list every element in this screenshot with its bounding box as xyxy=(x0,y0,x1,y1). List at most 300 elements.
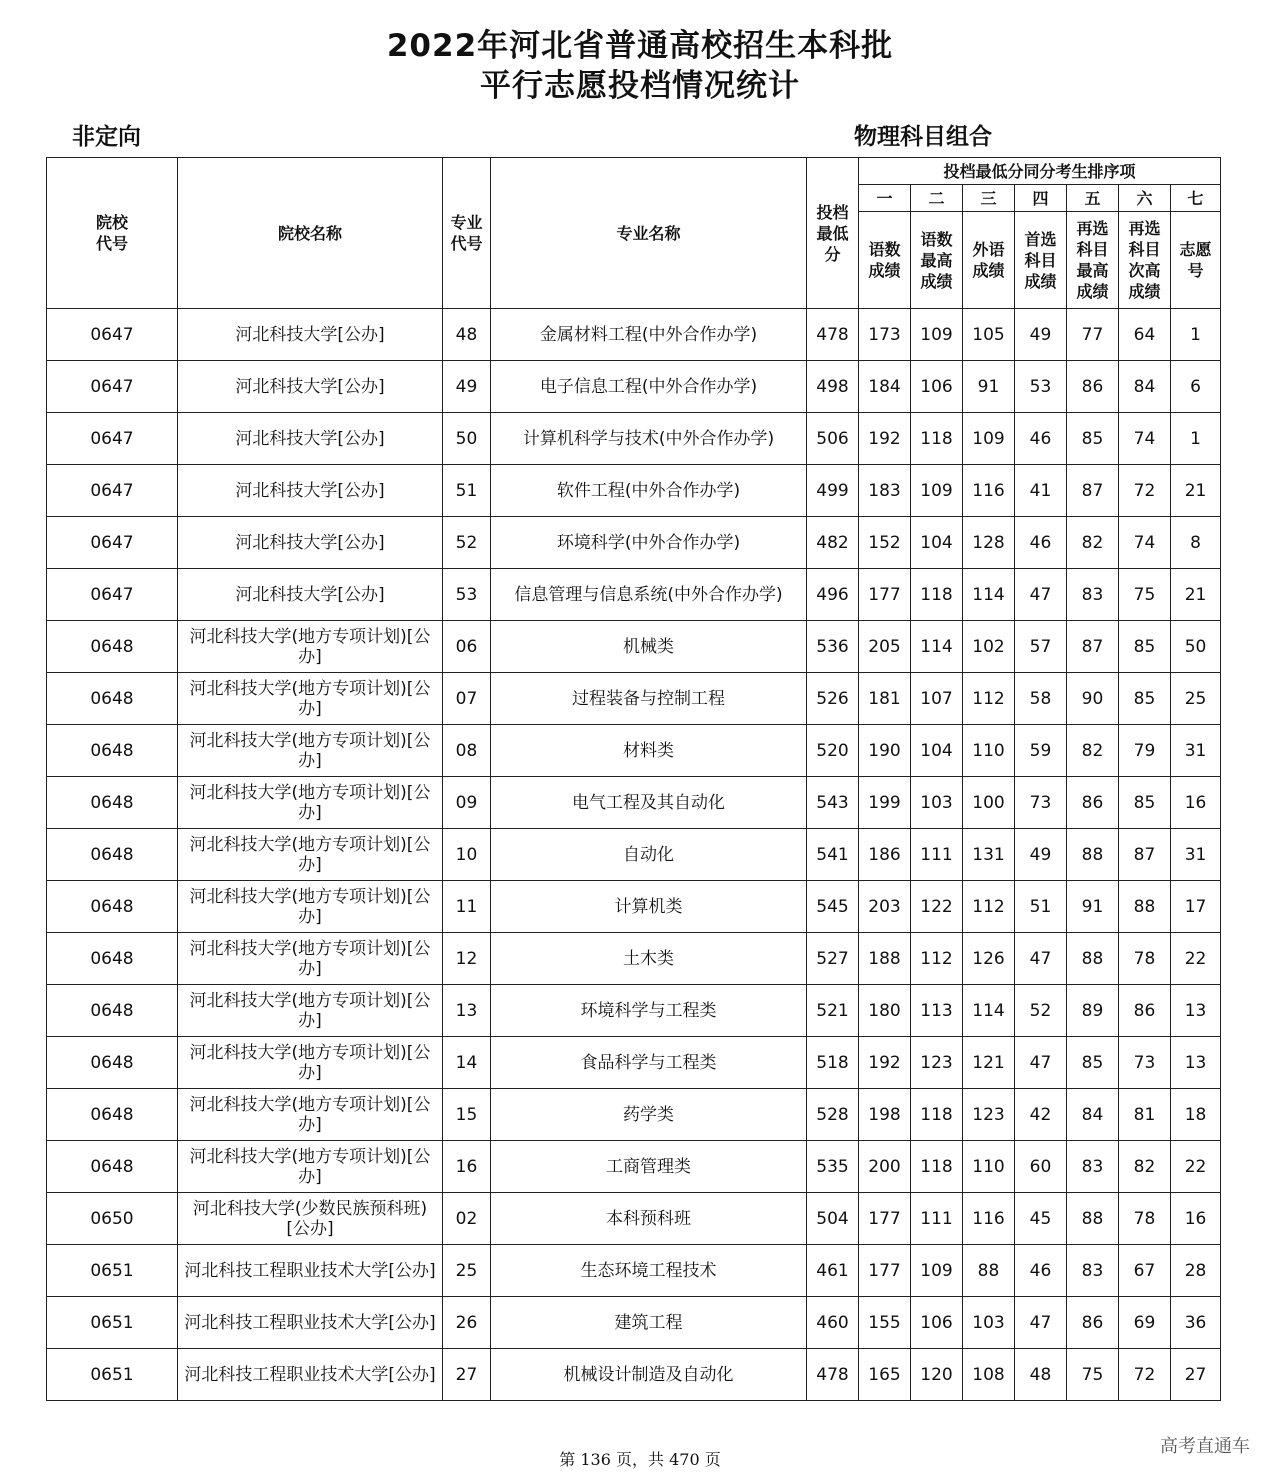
cell-reselect-max: 84 xyxy=(1067,1089,1119,1141)
table-row xyxy=(47,361,1221,413)
cell-foreign: 105 xyxy=(963,309,1015,361)
table-body xyxy=(47,309,1221,1401)
cell-foreign: 109 xyxy=(963,413,1015,465)
table-row xyxy=(47,1349,1221,1401)
cell-min-score: 528 xyxy=(807,1089,859,1141)
table-row xyxy=(47,517,1221,569)
cell-min-score: 543 xyxy=(807,777,859,829)
cell-yushu-max: 109 xyxy=(911,309,963,361)
cell-major-code: 48 xyxy=(443,309,491,361)
cell-yushu-max: 118 xyxy=(911,1141,963,1193)
cell-school-name: 河北科技大学[公办] xyxy=(178,361,443,413)
header-tiebreak-5: 再选科目最高成绩 xyxy=(1067,212,1119,309)
cell-major-code: 15 xyxy=(443,1089,491,1141)
cell-foreign: 110 xyxy=(963,725,1015,777)
cell-first-subject: 47 xyxy=(1015,933,1067,985)
cell-reselect-max: 88 xyxy=(1067,933,1119,985)
cell-preference-no: 31 xyxy=(1171,829,1221,881)
cell-min-score: 478 xyxy=(807,1349,859,1401)
cell-school-code: 0648 xyxy=(47,621,178,673)
header-min-score: 投档最低分 xyxy=(807,158,859,309)
cell-yushu-max: 111 xyxy=(911,1193,963,1245)
cell-reselect-max: 83 xyxy=(1067,1141,1119,1193)
cell-preference-no: 36 xyxy=(1171,1297,1221,1349)
cell-school-name: 河北科技大学(地方专项计划)[公办] xyxy=(178,777,443,829)
cell-yushu: 183 xyxy=(859,465,911,517)
cell-preference-no: 16 xyxy=(1171,777,1221,829)
cell-reselect-second: 72 xyxy=(1119,465,1171,517)
header-order-3: 三 xyxy=(963,185,1015,212)
cell-school-code: 0647 xyxy=(47,309,178,361)
cell-first-subject: 59 xyxy=(1015,725,1067,777)
cell-min-score: 536 xyxy=(807,621,859,673)
cell-min-score: 526 xyxy=(807,673,859,725)
cell-first-subject: 42 xyxy=(1015,1089,1067,1141)
cell-school-name: 河北科技大学[公办] xyxy=(178,517,443,569)
header-order-6: 六 xyxy=(1119,185,1171,212)
cell-first-subject: 49 xyxy=(1015,829,1067,881)
cell-major-name: 建筑工程 xyxy=(491,1297,807,1349)
cell-first-subject: 47 xyxy=(1015,569,1067,621)
cell-major-name: 软件工程(中外合作办学) xyxy=(491,465,807,517)
cell-school-code: 0648 xyxy=(47,985,178,1037)
cell-preference-no: 16 xyxy=(1171,1193,1221,1245)
table-row xyxy=(47,1037,1221,1089)
cell-major-name: 食品科学与工程类 xyxy=(491,1037,807,1089)
cell-reselect-max: 87 xyxy=(1067,465,1119,517)
cell-school-code: 0648 xyxy=(47,1089,178,1141)
cell-preference-no: 22 xyxy=(1171,1141,1221,1193)
cell-foreign: 110 xyxy=(963,1141,1015,1193)
cell-major-code: 06 xyxy=(443,621,491,673)
cell-yushu: 192 xyxy=(859,413,911,465)
cell-foreign: 102 xyxy=(963,621,1015,673)
cell-major-code: 53 xyxy=(443,569,491,621)
cell-school-code: 0647 xyxy=(47,569,178,621)
cell-reselect-max: 87 xyxy=(1067,621,1119,673)
cell-major-name: 电气工程及其自动化 xyxy=(491,777,807,829)
page-title-line-2: 平行志愿投档情况统计 xyxy=(480,68,800,104)
cell-major-code: 12 xyxy=(443,933,491,985)
header-tiebreak-group: 投档最低分同分考生排序项 xyxy=(859,158,1221,185)
cell-major-name: 材料类 xyxy=(491,725,807,777)
cell-school-code: 0650 xyxy=(47,1193,178,1245)
cell-foreign: 88 xyxy=(963,1245,1015,1297)
cell-reselect-second: 72 xyxy=(1119,1349,1171,1401)
cell-school-name: 河北科技大学(地方专项计划)[公办] xyxy=(178,673,443,725)
cell-school-name: 河北科技大学(地方专项计划)[公办] xyxy=(178,1037,443,1089)
cell-reselect-max: 85 xyxy=(1067,1037,1119,1089)
cell-preference-no: 50 xyxy=(1171,621,1221,673)
cell-min-score: 521 xyxy=(807,985,859,1037)
cell-major-name: 药学类 xyxy=(491,1089,807,1141)
cell-yushu: 184 xyxy=(859,361,911,413)
cell-min-score: 545 xyxy=(807,881,859,933)
cell-major-name: 机械设计制造及自动化 xyxy=(491,1349,807,1401)
table-row xyxy=(47,985,1221,1037)
cell-yushu: 173 xyxy=(859,309,911,361)
cell-foreign: 100 xyxy=(963,777,1015,829)
cell-school-name: 河北科技大学[公办] xyxy=(178,309,443,361)
cell-yushu-max: 106 xyxy=(911,361,963,413)
cell-school-code: 0648 xyxy=(47,829,178,881)
cell-yushu: 152 xyxy=(859,517,911,569)
cell-preference-no: 6 xyxy=(1171,361,1221,413)
cell-yushu: 177 xyxy=(859,569,911,621)
cell-major-code: 25 xyxy=(443,1245,491,1297)
cell-min-score: 478 xyxy=(807,309,859,361)
cell-first-subject: 53 xyxy=(1015,361,1067,413)
cell-reselect-second: 75 xyxy=(1119,569,1171,621)
cell-major-name: 工商管理类 xyxy=(491,1141,807,1193)
cell-yushu: 177 xyxy=(859,1193,911,1245)
cell-reselect-second: 64 xyxy=(1119,309,1171,361)
cell-school-code: 0647 xyxy=(47,413,178,465)
cell-first-subject: 45 xyxy=(1015,1193,1067,1245)
cell-reselect-max: 83 xyxy=(1067,1245,1119,1297)
cell-foreign: 131 xyxy=(963,829,1015,881)
cell-min-score: 461 xyxy=(807,1245,859,1297)
cell-reselect-second: 85 xyxy=(1119,673,1171,725)
cell-yushu: 155 xyxy=(859,1297,911,1349)
cell-major-code: 16 xyxy=(443,1141,491,1193)
cell-major-name: 环境科学(中外合作办学) xyxy=(491,517,807,569)
header-school-code: 院校代号 xyxy=(47,158,178,309)
cell-school-code: 0651 xyxy=(47,1245,178,1297)
cell-school-name: 河北科技大学(地方专项计划)[公办] xyxy=(178,1141,443,1193)
cell-preference-no: 21 xyxy=(1171,569,1221,621)
cell-first-subject: 46 xyxy=(1015,517,1067,569)
cell-major-code: 27 xyxy=(443,1349,491,1401)
cell-school-code: 0651 xyxy=(47,1349,178,1401)
header-order-2: 二 xyxy=(911,185,963,212)
cell-major-name: 自动化 xyxy=(491,829,807,881)
cell-reselect-second: 78 xyxy=(1119,933,1171,985)
cell-school-code: 0648 xyxy=(47,777,178,829)
table-row xyxy=(47,1193,1221,1245)
cell-first-subject: 57 xyxy=(1015,621,1067,673)
cell-major-name: 本科预科班 xyxy=(491,1193,807,1245)
cell-foreign: 91 xyxy=(963,361,1015,413)
cell-major-name: 土木类 xyxy=(491,933,807,985)
cell-reselect-second: 87 xyxy=(1119,829,1171,881)
cell-min-score: 518 xyxy=(807,1037,859,1089)
cell-school-name: 河北科技工程职业技术大学[公办] xyxy=(178,1245,443,1297)
table-row xyxy=(47,465,1221,517)
cell-major-name: 金属材料工程(中外合作办学) xyxy=(491,309,807,361)
page-footer: 第 136 页，共 470 页 xyxy=(559,1450,721,1469)
cell-reselect-second: 69 xyxy=(1119,1297,1171,1349)
cell-yushu-max: 118 xyxy=(911,569,963,621)
cell-reselect-max: 85 xyxy=(1067,413,1119,465)
header-tiebreak-6: 再选科目次高成绩 xyxy=(1119,212,1171,309)
cell-school-code: 0648 xyxy=(47,881,178,933)
table-row xyxy=(47,569,1221,621)
cell-first-subject: 49 xyxy=(1015,309,1067,361)
cell-min-score: 498 xyxy=(807,361,859,413)
header-tiebreak-3: 外语成绩 xyxy=(963,212,1015,309)
cell-major-name: 环境科学与工程类 xyxy=(491,985,807,1037)
cell-reselect-max: 75 xyxy=(1067,1349,1119,1401)
cell-preference-no: 17 xyxy=(1171,881,1221,933)
header-major-name: 专业名称 xyxy=(491,158,807,309)
cell-reselect-second: 82 xyxy=(1119,1141,1171,1193)
table-row xyxy=(47,777,1221,829)
admission-table xyxy=(46,157,1221,1401)
cell-yushu-max: 112 xyxy=(911,933,963,985)
cell-major-code: 09 xyxy=(443,777,491,829)
cell-first-subject: 47 xyxy=(1015,1297,1067,1349)
cell-school-code: 0648 xyxy=(47,1037,178,1089)
cell-preference-no: 8 xyxy=(1171,517,1221,569)
table-row xyxy=(47,1297,1221,1349)
cell-yushu-max: 106 xyxy=(911,1297,963,1349)
cell-min-score: 496 xyxy=(807,569,859,621)
cell-yushu: 198 xyxy=(859,1089,911,1141)
cell-major-code: 52 xyxy=(443,517,491,569)
cell-first-subject: 60 xyxy=(1015,1141,1067,1193)
cell-yushu-max: 123 xyxy=(911,1037,963,1089)
header-tiebreak-7: 志愿号 xyxy=(1171,212,1221,309)
cell-school-code: 0648 xyxy=(47,933,178,985)
cell-yushu-max: 118 xyxy=(911,1089,963,1141)
watermark: 高考直通车 xyxy=(1160,1436,1250,1457)
cell-school-name: 河北科技大学[公办] xyxy=(178,413,443,465)
cell-min-score: 460 xyxy=(807,1297,859,1349)
cell-reselect-max: 88 xyxy=(1067,829,1119,881)
cell-major-name: 生态环境工程技术 xyxy=(491,1245,807,1297)
cell-yushu: 180 xyxy=(859,985,911,1037)
cell-foreign: 128 xyxy=(963,517,1015,569)
cell-yushu: 186 xyxy=(859,829,911,881)
table-header xyxy=(47,158,1221,309)
cell-yushu-max: 103 xyxy=(911,777,963,829)
cell-major-code: 11 xyxy=(443,881,491,933)
header-school-name: 院校名称 xyxy=(178,158,443,309)
header-tiebreak-2: 语数最高成绩 xyxy=(911,212,963,309)
cell-school-name: 河北科技大学[公办] xyxy=(178,569,443,621)
cell-reselect-max: 90 xyxy=(1067,673,1119,725)
cell-yushu: 190 xyxy=(859,725,911,777)
cell-school-name: 河北科技大学(地方专项计划)[公办] xyxy=(178,933,443,985)
cell-foreign: 112 xyxy=(963,881,1015,933)
cell-preference-no: 1 xyxy=(1171,413,1221,465)
cell-yushu-max: 122 xyxy=(911,881,963,933)
cell-first-subject: 52 xyxy=(1015,985,1067,1037)
cell-yushu-max: 109 xyxy=(911,465,963,517)
cell-major-name: 计算机科学与技术(中外合作办学) xyxy=(491,413,807,465)
cell-yushu-max: 104 xyxy=(911,517,963,569)
cell-yushu: 165 xyxy=(859,1349,911,1401)
cell-reselect-second: 74 xyxy=(1119,517,1171,569)
table-row xyxy=(47,933,1221,985)
cell-preference-no: 13 xyxy=(1171,985,1221,1037)
cell-preference-no: 18 xyxy=(1171,1089,1221,1141)
cell-yushu: 200 xyxy=(859,1141,911,1193)
cell-foreign: 123 xyxy=(963,1089,1015,1141)
cell-school-name: 河北科技大学(地方专项计划)[公办] xyxy=(178,621,443,673)
cell-yushu-max: 118 xyxy=(911,413,963,465)
cell-reselect-second: 85 xyxy=(1119,777,1171,829)
cell-school-name: 河北科技工程职业技术大学[公办] xyxy=(178,1297,443,1349)
cell-school-name: 河北科技大学(地方专项计划)[公办] xyxy=(178,881,443,933)
table-row xyxy=(47,621,1221,673)
cell-reselect-second: 74 xyxy=(1119,413,1171,465)
cell-major-code: 10 xyxy=(443,829,491,881)
cell-preference-no: 25 xyxy=(1171,673,1221,725)
cell-foreign: 116 xyxy=(963,1193,1015,1245)
cell-school-name: 河北科技大学(地方专项计划)[公办] xyxy=(178,725,443,777)
cell-school-code: 0647 xyxy=(47,517,178,569)
cell-major-code: 13 xyxy=(443,985,491,1037)
cell-reselect-second: 81 xyxy=(1119,1089,1171,1141)
cell-min-score: 535 xyxy=(807,1141,859,1193)
cell-preference-no: 28 xyxy=(1171,1245,1221,1297)
cell-preference-no: 21 xyxy=(1171,465,1221,517)
cell-reselect-max: 82 xyxy=(1067,517,1119,569)
cell-major-name: 计算机类 xyxy=(491,881,807,933)
cell-school-name: 河北科技工程职业技术大学[公办] xyxy=(178,1349,443,1401)
cell-preference-no: 31 xyxy=(1171,725,1221,777)
cell-reselect-second: 84 xyxy=(1119,361,1171,413)
cell-first-subject: 41 xyxy=(1015,465,1067,517)
cell-min-score: 520 xyxy=(807,725,859,777)
table-row xyxy=(47,881,1221,933)
cell-major-name: 信息管理与信息系统(中外合作办学) xyxy=(491,569,807,621)
table-row xyxy=(47,309,1221,361)
cell-yushu-max: 120 xyxy=(911,1349,963,1401)
cell-min-score: 527 xyxy=(807,933,859,985)
cell-yushu-max: 107 xyxy=(911,673,963,725)
cell-major-code: 07 xyxy=(443,673,491,725)
cell-reselect-second: 86 xyxy=(1119,985,1171,1037)
cell-reselect-max: 83 xyxy=(1067,569,1119,621)
cell-first-subject: 51 xyxy=(1015,881,1067,933)
cell-foreign: 114 xyxy=(963,985,1015,1037)
cell-first-subject: 47 xyxy=(1015,1037,1067,1089)
cell-yushu-max: 113 xyxy=(911,985,963,1037)
cell-major-name: 机械类 xyxy=(491,621,807,673)
cell-reselect-max: 82 xyxy=(1067,725,1119,777)
cell-major-code: 02 xyxy=(443,1193,491,1245)
table-row xyxy=(47,1089,1221,1141)
cell-school-code: 0647 xyxy=(47,465,178,517)
header-major-code: 专业代号 xyxy=(443,158,491,309)
page-title-line-1: 2022年河北省普通高校招生本科批 xyxy=(386,28,894,64)
table-row xyxy=(47,829,1221,881)
cell-foreign: 112 xyxy=(963,673,1015,725)
cell-reselect-max: 88 xyxy=(1067,1193,1119,1245)
cell-yushu-max: 114 xyxy=(911,621,963,673)
cell-school-name: 河北科技大学(地方专项计划)[公办] xyxy=(178,829,443,881)
cell-major-code: 51 xyxy=(443,465,491,517)
cell-reselect-max: 86 xyxy=(1067,777,1119,829)
table-row xyxy=(47,1141,1221,1193)
cell-reselect-second: 73 xyxy=(1119,1037,1171,1089)
cell-school-name: 河北科技大学[公办] xyxy=(178,465,443,517)
cell-preference-no: 13 xyxy=(1171,1037,1221,1089)
header-order-7: 七 xyxy=(1171,185,1221,212)
cell-major-code: 50 xyxy=(443,413,491,465)
cell-reselect-max: 91 xyxy=(1067,881,1119,933)
header-order-4: 四 xyxy=(1015,185,1067,212)
cell-school-code: 0651 xyxy=(47,1297,178,1349)
cell-major-code: 14 xyxy=(443,1037,491,1089)
cell-reselect-second: 78 xyxy=(1119,1193,1171,1245)
cell-preference-no: 22 xyxy=(1171,933,1221,985)
cell-foreign: 116 xyxy=(963,465,1015,517)
cell-yushu-max: 104 xyxy=(911,725,963,777)
cell-foreign: 114 xyxy=(963,569,1015,621)
cell-major-name: 过程装备与控制工程 xyxy=(491,673,807,725)
header-order-1: 一 xyxy=(859,185,911,212)
cell-major-code: 08 xyxy=(443,725,491,777)
cell-first-subject: 58 xyxy=(1015,673,1067,725)
cell-school-name: 河北科技大学(少数民族预科班)[公办] xyxy=(178,1193,443,1245)
cell-reselect-max: 89 xyxy=(1067,985,1119,1037)
cell-yushu: 177 xyxy=(859,1245,911,1297)
cell-min-score: 499 xyxy=(807,465,859,517)
cell-reselect-max: 86 xyxy=(1067,361,1119,413)
cell-min-score: 506 xyxy=(807,413,859,465)
subtitle-right: 物理科目组合 xyxy=(854,124,992,150)
cell-yushu: 203 xyxy=(859,881,911,933)
cell-yushu: 181 xyxy=(859,673,911,725)
cell-reselect-second: 79 xyxy=(1119,725,1171,777)
cell-school-code: 0647 xyxy=(47,361,178,413)
cell-min-score: 482 xyxy=(807,517,859,569)
cell-preference-no: 27 xyxy=(1171,1349,1221,1401)
cell-reselect-max: 86 xyxy=(1067,1297,1119,1349)
table-row xyxy=(47,413,1221,465)
cell-school-name: 河北科技大学(地方专项计划)[公办] xyxy=(178,1089,443,1141)
cell-major-code: 26 xyxy=(443,1297,491,1349)
cell-yushu-max: 109 xyxy=(911,1245,963,1297)
table-row xyxy=(47,673,1221,725)
cell-first-subject: 73 xyxy=(1015,777,1067,829)
cell-preference-no: 1 xyxy=(1171,309,1221,361)
cell-school-code: 0648 xyxy=(47,673,178,725)
cell-min-score: 541 xyxy=(807,829,859,881)
cell-yushu-max: 111 xyxy=(911,829,963,881)
cell-reselect-second: 88 xyxy=(1119,881,1171,933)
table-row xyxy=(47,1245,1221,1297)
subtitle-left: 非定向 xyxy=(72,124,141,150)
header-tiebreak-1: 语数成绩 xyxy=(859,212,911,309)
cell-first-subject: 46 xyxy=(1015,413,1067,465)
header-tiebreak-4: 首选科目成绩 xyxy=(1015,212,1067,309)
cell-reselect-second: 67 xyxy=(1119,1245,1171,1297)
cell-foreign: 126 xyxy=(963,933,1015,985)
cell-reselect-second: 85 xyxy=(1119,621,1171,673)
table-row xyxy=(47,725,1221,777)
cell-first-subject: 48 xyxy=(1015,1349,1067,1401)
cell-school-code: 0648 xyxy=(47,725,178,777)
cell-first-subject: 46 xyxy=(1015,1245,1067,1297)
cell-foreign: 108 xyxy=(963,1349,1015,1401)
cell-foreign: 103 xyxy=(963,1297,1015,1349)
cell-yushu: 205 xyxy=(859,621,911,673)
cell-school-code: 0648 xyxy=(47,1141,178,1193)
cell-foreign: 121 xyxy=(963,1037,1015,1089)
cell-major-code: 49 xyxy=(443,361,491,413)
cell-min-score: 504 xyxy=(807,1193,859,1245)
cell-yushu: 188 xyxy=(859,933,911,985)
cell-major-name: 电子信息工程(中外合作办学) xyxy=(491,361,807,413)
header-order-5: 五 xyxy=(1067,185,1119,212)
cell-yushu: 192 xyxy=(859,1037,911,1089)
cell-school-name: 河北科技大学(地方专项计划)[公办] xyxy=(178,985,443,1037)
